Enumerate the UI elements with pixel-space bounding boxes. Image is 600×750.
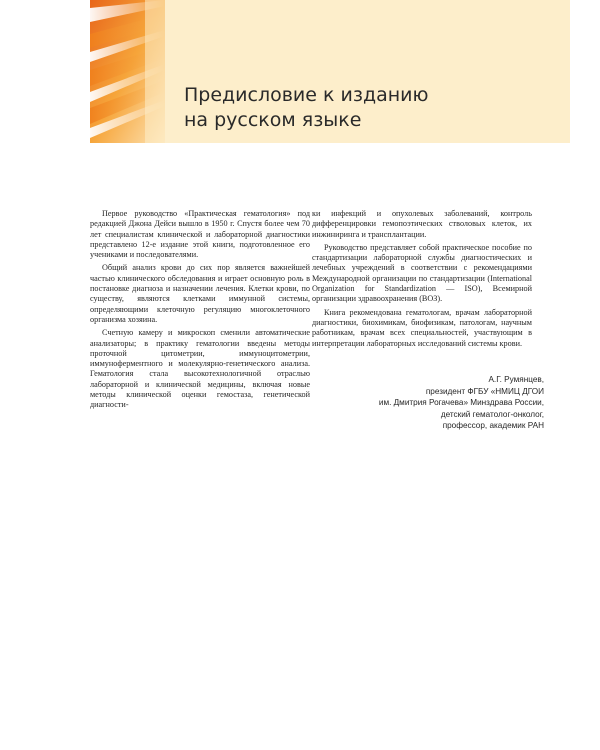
title-line-1: Предисловие к изданию [184, 84, 429, 106]
author-title-1: президент ФГБУ «НМИЦ ДГОИ [425, 386, 544, 396]
paragraph-methods: Счетную камеру и микроскоп сменили автоматические анализаторы; в практику гематологии введены методы проточной цитометрии, иммуноцитометрии, иммуноферментного и молекулярно-генетического анализа. Гематология стала высокотехнологичной отраслью лабораторной и клинической медицины, включая новые методы клинической оценки гемостаза, генетической диагности- [90, 328, 310, 410]
decorative-light-rays [90, 0, 165, 143]
text-column-left [90, 209, 310, 414]
text-column-right [312, 209, 532, 352]
paragraph-continuation: ки инфекций и опухолевых заболеваний, контроль дифференцировки гемопоэтических стволовых клеток, их инжиниринга и трансплантации. [312, 209, 532, 239]
author-title-4: профессор, академик РАН [442, 421, 544, 431]
paragraph-audience: Книга рекомендована гематологам, врачам лабораторной диагностики, биохимикам, биофизикам, патологам, научным работникам, врачам всех специальностей, участвующим в интерпретации лабораторных исследований системы крови. [312, 307, 532, 348]
paragraph-blood-analysis: Общий анализ крови до сих пор является важнейшей частью клинического обследования и играет основную роль в постановке диагноза и назначении лечения. Клетки крови, по существу, являются клетками иммунной системы, определяющими клеточную регуляцию многоклеточного организма хозяина. [90, 263, 310, 324]
author-title-3: детский гематолог-онколог, [440, 409, 544, 419]
author-title-2: им. Дмитрия Рогачева» Минздрава России, [378, 398, 544, 408]
page-title [184, 83, 429, 133]
title-line-2: на русском языке [184, 109, 362, 131]
author-name: А.Г. Румянцев, [488, 375, 544, 384]
author-signature [312, 374, 544, 432]
paragraph-standardization: Руководство представляет собой практическое пособие по стандартизации лабораторной службы диагностических и лечебных учреждений в соответствии с рекомендациями Международной организации по стандартизации (International Organization for Standardization — ISO), Всемирной организации здравоохранения (ВОЗ). [312, 242, 532, 304]
paragraph-history: Первое руководство «Практическая гематология» под редакцией Джона Дейси вышло в 1950 г. Спустя более чем 70 лет специалистам клинической и лабораторной диагностики представлено 12-е издание этой книги, подготовленное его учениками и последователями. [90, 209, 310, 260]
